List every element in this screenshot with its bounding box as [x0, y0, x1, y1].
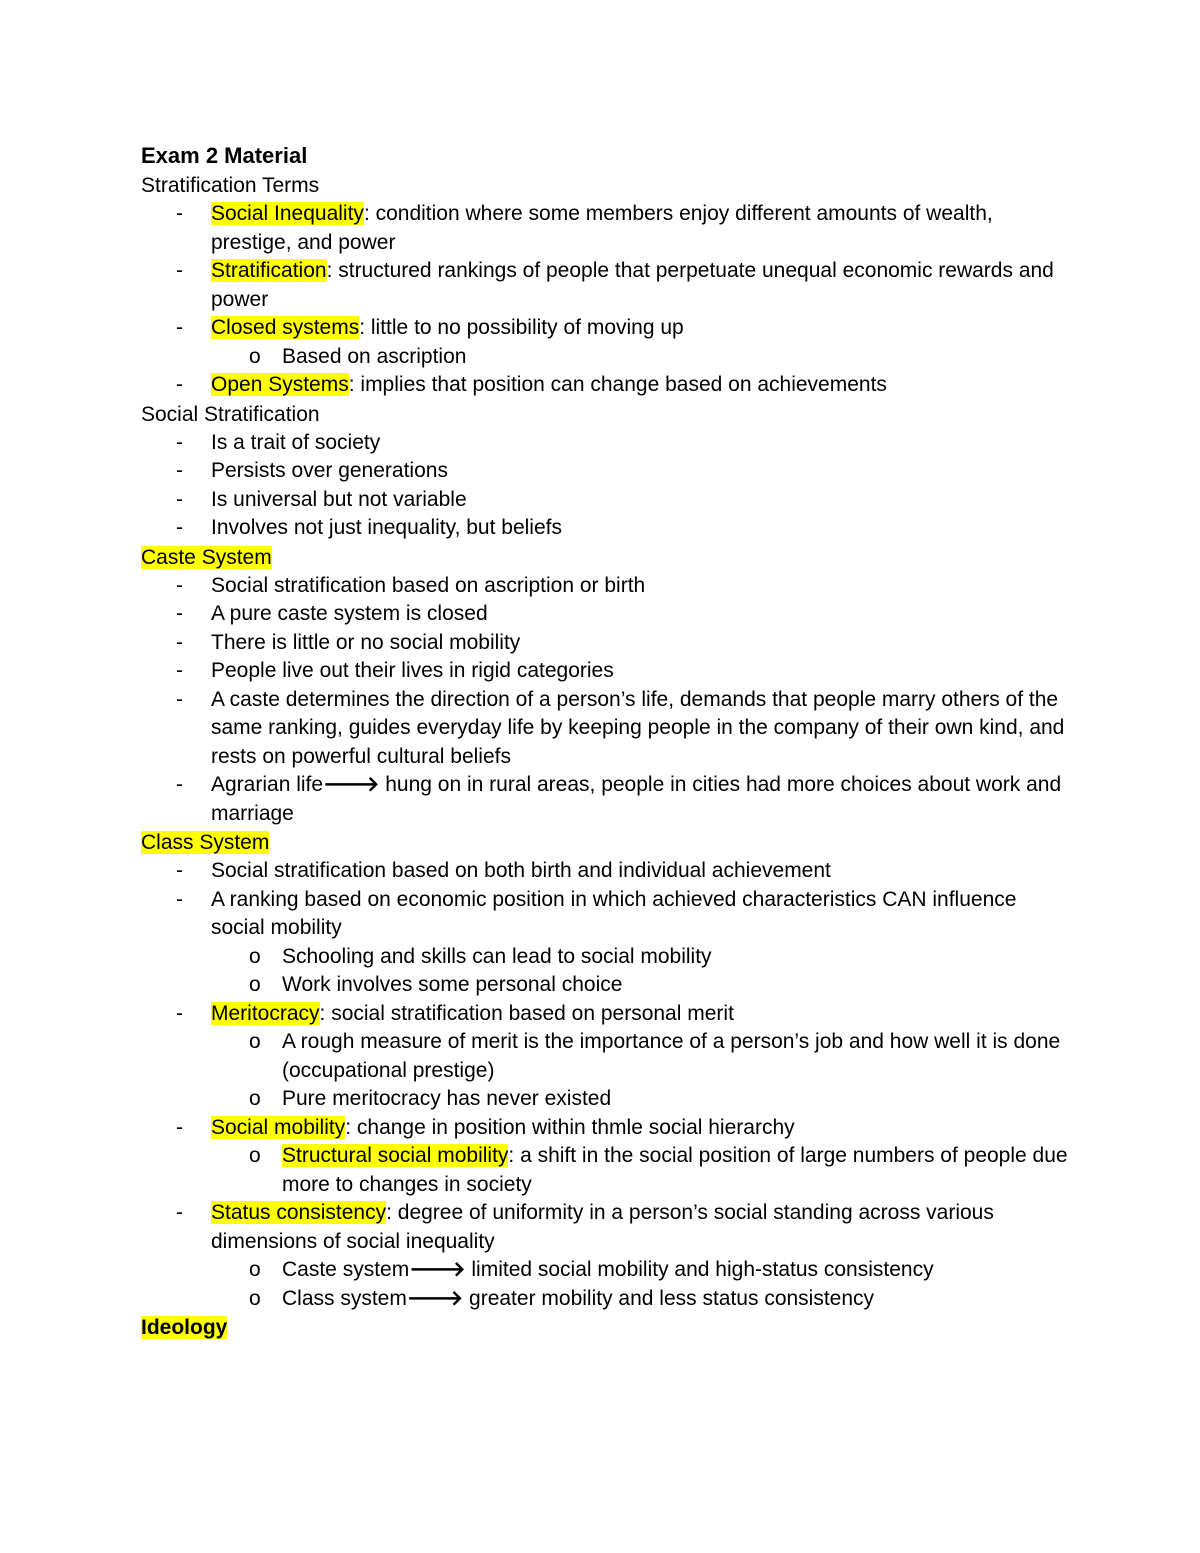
- bullet-item: [141, 1114, 1071, 1143]
- bullet-item: [141, 429, 1071, 458]
- dash-bullet-icon: -: [176, 259, 183, 282]
- section-heading: [141, 400, 1071, 429]
- item-text: Work involves some personal choice: [282, 973, 623, 996]
- dash-bullet-icon: -: [176, 630, 183, 654]
- item-text: : social stratification based on personal merit: [319, 1001, 734, 1025]
- dash-bullet-icon: -: [176, 887, 183, 911]
- bullet-item: [141, 857, 1071, 886]
- item-text: : little to no possibility of moving up: [359, 316, 684, 339]
- circle-bullet-icon: o: [249, 1144, 261, 1167]
- item-text: : structured rankings of people that perpetuate unequal economic rewards and power: [211, 259, 1054, 311]
- section-heading-text: Social Stratification: [141, 402, 320, 426]
- dash-bullet-icon: -: [176, 1001, 183, 1025]
- section-heading-text: Class System: [141, 831, 270, 854]
- dash-bullet-icon: -: [176, 1115, 183, 1139]
- item-text: A caste determines the direction of a person’s life, demands that people marry others of the same ranking, guides everyday life by keeping people in the company of their own kind, and rests on powerful cultural beliefs: [211, 687, 1065, 768]
- item-text: : implies that position can change based on achievements: [348, 373, 887, 396]
- bullet-item: [141, 572, 1071, 601]
- arrow-icon: 🡒: [406, 1286, 464, 1310]
- item-text: Social stratification based on ascription or birth: [211, 573, 646, 597]
- bullet-item: [141, 686, 1071, 772]
- bullet-item: [141, 1199, 1071, 1256]
- bullet-item: [141, 1000, 1071, 1029]
- circle-bullet-icon: o: [249, 1030, 261, 1053]
- section-heading-text: Ideology: [141, 1316, 228, 1339]
- highlighted-term: Social Inequality: [211, 202, 364, 225]
- item-text: greater mobility and less status consistency: [463, 1286, 875, 1310]
- item-lead-text: Caste system: [282, 1258, 410, 1281]
- bullet-item: [141, 629, 1071, 658]
- circle-bullet-icon: o: [249, 344, 261, 368]
- highlighted-term: Social mobility: [211, 1115, 346, 1139]
- bullet-item: [141, 486, 1071, 515]
- dash-bullet-icon: -: [176, 316, 183, 339]
- section-heading: [141, 543, 1071, 572]
- bullet-item: [141, 457, 1071, 486]
- item-text: Schooling and skills can lead to social mobility: [282, 944, 712, 968]
- bullet-item: [141, 886, 1071, 943]
- dash-bullet-icon: -: [176, 1201, 183, 1224]
- document-title: Exam 2 Material: [141, 143, 308, 168]
- sub-bullet-item: [141, 1028, 1071, 1085]
- dash-bullet-icon: -: [176, 373, 183, 396]
- item-lead-text: Agrarian life: [211, 773, 324, 796]
- highlighted-term: Stratification: [211, 259, 327, 282]
- item-text: : condition where some members enjoy different amounts of wealth, prestige, and power: [211, 202, 993, 254]
- section-heading: [141, 171, 1071, 200]
- item-text: There is little or no social mobility: [211, 630, 521, 654]
- item-text: : a shift in the social position of large numbers of people due more to changes in society: [282, 1144, 1068, 1196]
- arrow-icon: 🡒: [323, 773, 380, 796]
- highlighted-term: Open Systems: [211, 373, 349, 396]
- dash-bullet-icon: -: [176, 516, 183, 539]
- dash-bullet-icon: -: [176, 773, 183, 796]
- item-text: limited social mobility and high-status consistency: [465, 1258, 934, 1281]
- highlighted-term: Closed systems: [211, 316, 360, 339]
- bullet-item: [141, 600, 1071, 629]
- item-text: Based on ascription: [282, 344, 467, 368]
- highlighted-term: Status consistency: [211, 1201, 387, 1224]
- item-text: A rough measure of merit is the importance of a person’s job and how well it is done (occupational prestige): [282, 1030, 1061, 1082]
- sub-bullet-item: [141, 343, 1071, 372]
- circle-bullet-icon: o: [249, 1087, 261, 1110]
- bullet-item: [141, 771, 1071, 828]
- bullet-item: [141, 371, 1071, 400]
- item-text: Persists over generations: [211, 459, 448, 482]
- section-heading: [141, 828, 1071, 857]
- highlighted-term: Structural social mobility: [282, 1144, 509, 1167]
- dash-bullet-icon: -: [176, 573, 183, 597]
- arrow-icon: 🡒: [409, 1258, 466, 1281]
- item-text: : degree of uniformity in a person’s social standing across various dimensions of social inequality: [211, 1201, 994, 1253]
- highlighted-term: Meritocracy: [211, 1001, 320, 1025]
- sub-bullet-item: [141, 1256, 1071, 1285]
- document-content: [141, 141, 1071, 1342]
- section-heading-text: Stratification Terms: [141, 174, 320, 197]
- dash-bullet-icon: -: [176, 459, 183, 482]
- item-text: Pure meritocracy has never existed: [282, 1087, 612, 1110]
- item-text: Is a trait of society: [211, 430, 381, 454]
- dash-bullet-icon: -: [176, 687, 183, 711]
- item-text: People live out their lives in rigid categories: [211, 659, 614, 682]
- sub-bullet-item: [141, 1085, 1071, 1114]
- sub-bullet-item: [141, 1285, 1071, 1314]
- section-heading: [141, 1313, 1071, 1342]
- item-text: Involves not just inequality, but beliefs: [211, 516, 562, 539]
- item-lead-text: Class system: [282, 1286, 407, 1310]
- item-text: : change in position within thmle social hierarchy: [345, 1115, 795, 1139]
- circle-bullet-icon: o: [249, 1258, 261, 1281]
- dash-bullet-icon: -: [176, 859, 183, 882]
- dash-bullet-icon: -: [176, 602, 183, 625]
- item-text: Is universal but not variable: [211, 487, 467, 511]
- bullet-item: [141, 257, 1071, 314]
- circle-bullet-icon: o: [249, 973, 261, 996]
- dash-bullet-icon: -: [176, 659, 183, 682]
- item-text: Social stratification based on both birth and individual achievement: [211, 859, 831, 882]
- bullet-item: [141, 314, 1071, 343]
- circle-bullet-icon: o: [249, 1286, 261, 1310]
- item-text: hung on in rural areas, people in cities had more choices about work and marriage: [211, 773, 1062, 825]
- bullet-item: [141, 657, 1071, 686]
- section-heading-text: Caste System: [141, 545, 272, 569]
- circle-bullet-icon: o: [249, 944, 261, 968]
- sub-bullet-item: [141, 943, 1071, 972]
- bullet-item: [141, 200, 1071, 257]
- sub-bullet-item: [141, 971, 1071, 1000]
- dash-bullet-icon: -: [176, 487, 183, 511]
- item-text: A pure caste system is closed: [211, 602, 488, 625]
- dash-bullet-icon: -: [176, 202, 183, 225]
- sub-bullet-item: [141, 1142, 1071, 1199]
- dash-bullet-icon: -: [176, 430, 183, 454]
- item-text: A ranking based on economic position in which achieved characteristics CAN influence social mobility: [211, 887, 1017, 939]
- bullet-item: [141, 514, 1071, 543]
